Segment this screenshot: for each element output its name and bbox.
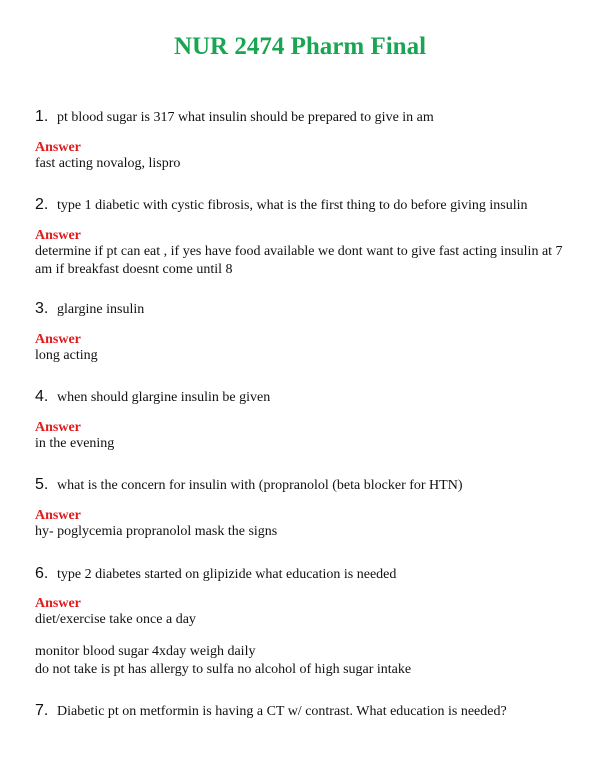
answer-line: monitor blood sugar 4xday weigh daily — [35, 644, 256, 659]
answer-label: Answer — [35, 228, 81, 243]
question-text: pt blood sugar is 317 what insulin should be prepared to give in am — [57, 110, 434, 125]
answer-text — [35, 155, 570, 173]
answer-text — [35, 243, 570, 279]
question-1 — [35, 108, 565, 126]
question-number: 3. — [35, 300, 49, 317]
question-6 — [35, 565, 565, 583]
answer-line: long acting — [35, 348, 98, 363]
question-number: 7. — [35, 702, 49, 719]
question-text: what is the concern for insulin with (propranolol (beta blocker for HTN) — [57, 478, 463, 493]
question-2 — [35, 196, 565, 214]
answer-text — [35, 435, 570, 453]
question-number: 4. — [35, 388, 49, 405]
answer-spacer — [35, 629, 570, 643]
answer-label: Answer — [35, 508, 81, 523]
question-5 — [35, 476, 565, 494]
answer-text — [35, 523, 570, 541]
question-number: 2. — [35, 196, 49, 213]
question-number: 1. — [35, 108, 49, 125]
answer-text — [35, 611, 570, 679]
answer-line: diet/exercise take once a day — [35, 612, 196, 627]
answer-line: fast acting novalog, lispro — [35, 156, 181, 171]
question-number: 5. — [35, 476, 49, 493]
answer-line: hy- poglycemia propranolol mask the signs — [35, 524, 278, 539]
question-number: 6. — [35, 565, 49, 582]
document-title: NUR 2474 Pharm Final — [173, 33, 427, 60]
question-text: type 2 diabetes started on glipizide what education is needed — [57, 567, 397, 582]
answer-line: determine if pt can eat , if yes have food available we dont want to give fast acting insulin at 7 — [35, 244, 563, 259]
answer-label: Answer — [35, 596, 81, 611]
question-text: Diabetic pt on metformin is having a CT w/ contrast. What education is needed? — [57, 704, 507, 719]
question-7 — [35, 702, 565, 720]
answer-line: am if breakfast doesnt come until 8 — [35, 262, 233, 277]
answer-line: in the evening — [35, 436, 115, 451]
answer-label: Answer — [35, 332, 81, 347]
question-4 — [35, 388, 565, 406]
question-text: glargine insulin — [57, 302, 145, 317]
question-text: type 1 diabetic with cystic fibrosis, what is the first thing to do before giving insulin — [57, 198, 528, 213]
question-text: when should glargine insulin be given — [57, 390, 271, 405]
answer-label: Answer — [35, 140, 81, 155]
answer-label: Answer — [35, 420, 81, 435]
question-3 — [35, 300, 565, 318]
answer-text — [35, 347, 570, 365]
answer-line: do not take is pt has allergy to sulfa no alcohol of high sugar intake — [35, 662, 412, 677]
